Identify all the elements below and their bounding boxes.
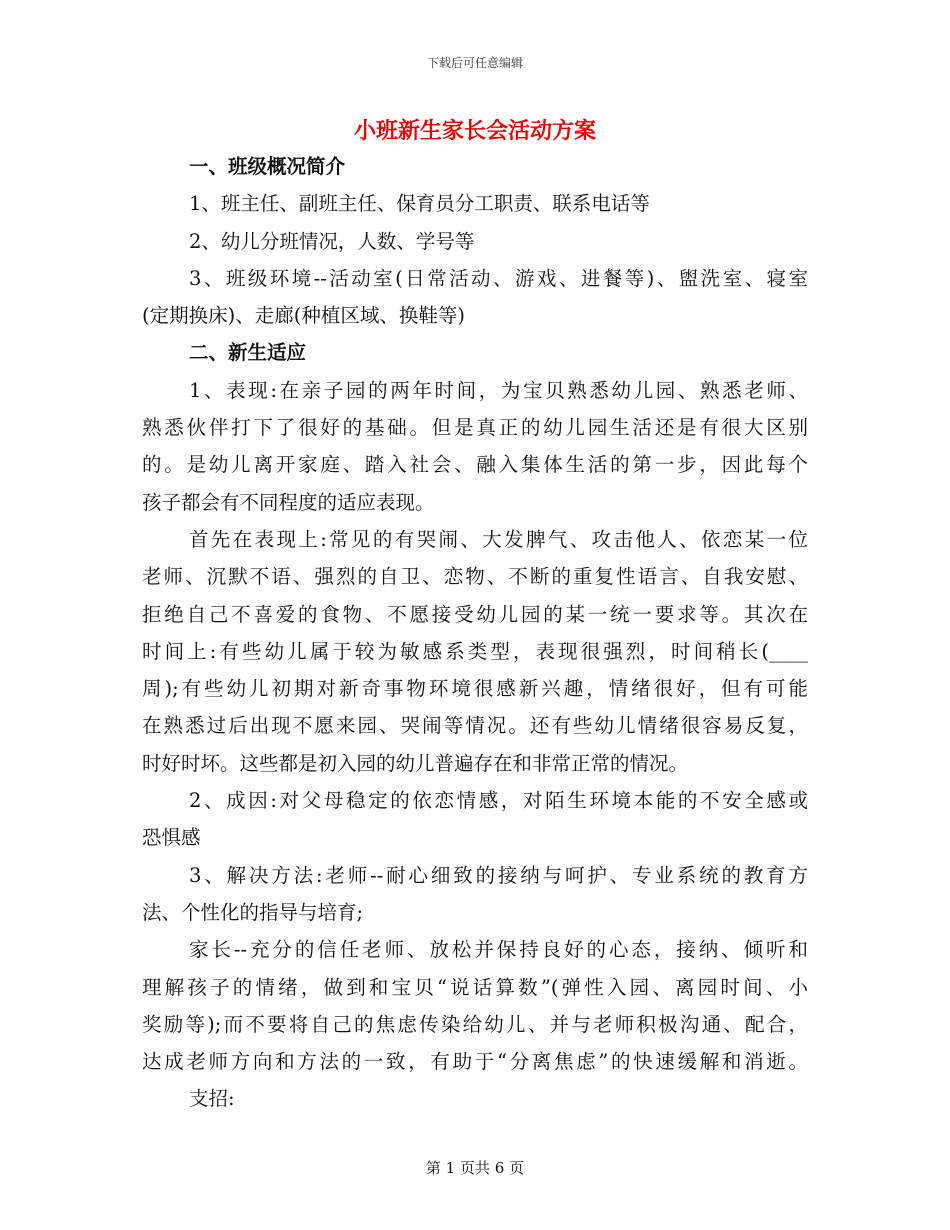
- text-line: 2、幼儿分班情况，人数、学号等: [189, 229, 475, 253]
- text-line: 1、班主任、副班主任、保育员分工职责、联系电话等: [189, 192, 650, 216]
- text-line: 孩子都会有不同程度的适应表现。: [142, 490, 435, 514]
- text-line: 2、成因:对父母稳定的依恋情感，对陌生环境本能的不安全感或: [189, 789, 808, 813]
- text-line: 理解孩子的情绪，做到和宝贝“说话算数”(弹性入园、离园时间、小: [142, 975, 808, 999]
- text-line: 在熟悉过后出现不愿来园、哭闹等情况。还有些幼儿情绪很容易反复，: [142, 714, 808, 738]
- text-line: 3、班级环境--活动室(日常活动、游戏、进餐等)、盥洗室、寝室: [189, 266, 808, 290]
- text-line: 时好时坏。这些都是初入园的幼儿普遍存在和非常正常的情况。: [142, 751, 689, 775]
- text-line: 拒绝自己不喜爱的食物、不愿接受幼儿园的某一统一要求等。其次在: [142, 602, 808, 626]
- text-line: 的。是幼儿离开家庭、踏入社会、融入集体生活的第一步，因此每个: [142, 453, 808, 477]
- text-line: 恐惧感: [142, 826, 201, 850]
- text-line: 熟悉伙伴打下了很好的基础。但是真正的幼儿园生活还是有很大区别: [142, 416, 808, 440]
- document-body: [142, 148, 808, 1118]
- text-line: (定期换床)、走廊(种植区域、换鞋等): [142, 304, 465, 328]
- section-heading: 一、班级概况简介: [189, 155, 346, 178]
- text-line: 1、表现:在亲子园的两年时间，为宝贝熟悉幼儿园、熟悉老师、: [189, 378, 808, 402]
- page-header: 下载后可任意编辑: [426, 56, 523, 70]
- text-line: 老师、沉默不语、强烈的自卫、恋物、不断的重复性语言、自我安慰、: [142, 565, 808, 589]
- text-line: 奖励等);而不要将自己的焦虑传染给幼儿、并与老师积极沟通、配合，: [142, 1012, 808, 1036]
- text-line: 3、解决方法:老师--耐心细致的接纳与呵护、专业系统的教育方: [189, 863, 808, 887]
- text-line: 家长--充分的信任老师、放松并保持良好的心态，接纳、倾听和: [189, 938, 808, 962]
- page-footer: 第 1 页共 6 页: [425, 1159, 525, 1177]
- text-line: 法、个性化的指导与培育;: [142, 900, 364, 924]
- text-line: 时间上:有些幼儿属于较为敏感系类型，表现很强烈，时间稍长(____: [142, 639, 808, 663]
- document-title: 小班新生家长会活动方案: [353, 118, 596, 144]
- text-line: 周);有些幼儿初期对新奇事物环境很感新兴趣，情绪很好，但有可能: [142, 677, 808, 701]
- text-line: 达成老师方向和方法的一致，有助于“分离焦虑”的快速缓解和消逝。: [142, 1050, 808, 1074]
- section-heading: 二、新生适应: [189, 341, 307, 365]
- text-line: 首先在表现上:常见的有哭闹、大发脾气、攻击他人、依恋某一位: [189, 527, 808, 551]
- text-line: 支招:: [189, 1087, 235, 1111]
